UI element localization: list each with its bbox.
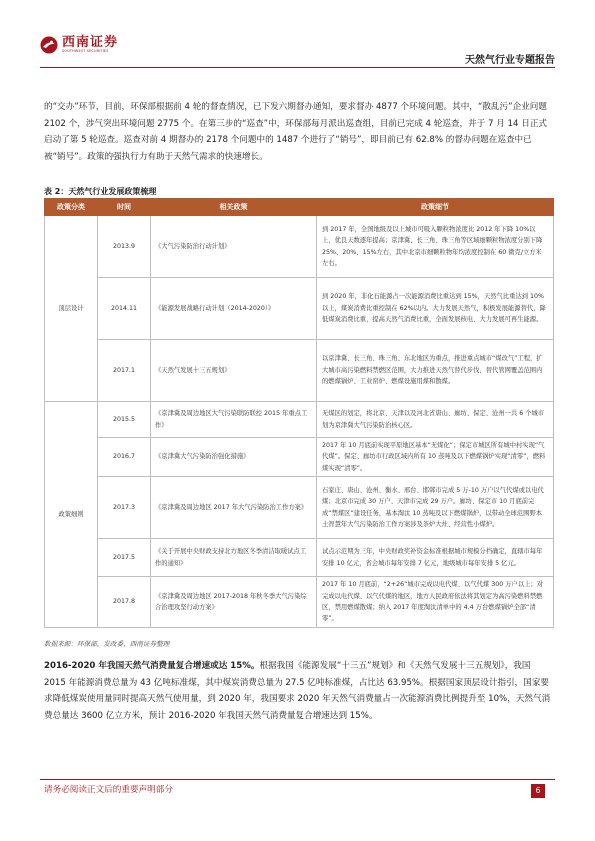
policy-cell: 《京津冀及周边地区大气污染联防联控 2015 年重点工作》 xyxy=(151,402,317,438)
time-cell: 2016.7 xyxy=(98,438,151,477)
policy-cell: 《京津冀及周边地区 2017 年大气污染防治工作方案》 xyxy=(151,477,317,539)
table-row xyxy=(45,216,554,278)
header-detail: 政策细节 xyxy=(317,199,554,216)
detail-cell: 2017 年 10 月底前实现平原地区基本“无煤化”；保定市城区所有城中村实现“气代煤”。保定、廊坊市行政区域内所有 10 蒸吨及以下燃煤锅炉实现“清零”，燃料煤实现“清零”。 xyxy=(317,438,554,477)
time-cell: 2013.9 xyxy=(98,216,151,278)
policy-cell: 《京津冀大气污染防治强化措施》 xyxy=(151,438,317,477)
detail-cell: 试点示范期为三年，中央财政奖补资金标准根据城市规模分档确定，直辖市每年安排 10 亿元，省会城市每年安排 7 亿元，地级城市每年安排 5 亿元。 xyxy=(317,539,554,577)
intro-paragraph: 的“交办”环节，目前，环保部根据前 4 轮的督查情况，已下发六期督办通知，要求督办 4877 个环境问题。其中，“散乱污”企业问题 2102 个，涉气突出环境问题 2775 个。在第三步的“巡查”中，环保部每月派出巡查组，目前已完成 4 轮巡查，并于 7 月 14 日正式启动了第 5 轮巡查。巡查对前 4 期督办的 2178 个问题中的 1487 个进行了“销号”，即目前已有 62.8% 的督办问题在巡查中已被“销号”。政策的强执行力有助于天然气需求的快速增长。 xyxy=(44,102,548,162)
time-cell: 2017.5 xyxy=(98,539,151,577)
policy-cell: 《关于开展中央财政支持北方地区冬季清洁取暖试点工作的通知》 xyxy=(151,539,317,577)
report-title: 天然气行业专题报告 xyxy=(465,55,555,66)
detail-cell: 无煤区的划定，将北京、天津以及河北省唐山、廊坊、保定、沧州一共 6 个城市划为京津冀大气污染防治核心区。 xyxy=(317,402,554,438)
policy-cell: 《京津冀及周边地区 2017-2018 年秋冬季大气污染综合治理攻坚行动方案》 xyxy=(151,577,317,628)
table-row xyxy=(45,402,554,438)
detail-cell: 石家庄、唐山、沧州、衡水、邢台、邯郸市完成 5 万-10 万户以气代煤或以电代煤；北京市完成 30 万户、天津市完成 29 万户。廊坊、保定市 10 月底前完成“禁煤区”建设任务，基本淘汰 10 蒸吨及以下燃煤锅炉，以带动全球范围野本土智慧年大气污染防治工作方案涉及茶炉大灶、经营性小煤炉。 xyxy=(317,477,554,539)
footer-divider xyxy=(40,779,555,780)
table-row xyxy=(45,539,554,577)
summary-lead: 2016-2020 年我国天然气消费量复合增速或达 15%。 xyxy=(44,661,260,671)
table-row xyxy=(45,340,554,402)
logo-cn-text: 西南证券 xyxy=(62,35,119,50)
logo-emblem-icon xyxy=(40,36,58,54)
policy-cell: 《能源发展战略行动计划（2014-2020）》 xyxy=(151,278,317,340)
table-source: 数据来源：环保部，发改委，西南证券整理 xyxy=(44,640,170,648)
page-header xyxy=(0,0,595,66)
time-cell: 2017.8 xyxy=(98,577,151,628)
category-cell: 顶层设计 xyxy=(45,216,98,402)
table-row xyxy=(45,278,554,340)
logo-wordmark xyxy=(62,36,118,54)
summary-body: 根据我国《能源发展“十三五”规划》和《天然气发展十三五规划》，我国 2015 年能源消费总量为 43 亿吨标准煤，其中煤炭消费总量为 27.5 亿吨标准煤，占比达 63.95%。根据国家顶层设计指引，国家要求降低煤炭使用量同时提高天然气使用量，到 2020 年，我国要求 2020 年天然气消费量占一次能源消费比例提升至 10%，天然气消费总量达 3600 亿立方米，预计 2016-2020 年我国天然气消费量复合增速达到 15%。 xyxy=(44,661,551,721)
header-category: 政策分类 xyxy=(45,199,98,216)
policy-cell: 《天然气发展十三五规划》 xyxy=(151,340,317,402)
time-cell: 2017.1 xyxy=(98,340,151,402)
policy-cell: 《大气污染防治行动计划》 xyxy=(151,216,317,278)
header-policy: 相关政策 xyxy=(151,199,317,216)
footer-disclaimer: 请务必阅读正文后的重要声明部分 xyxy=(44,785,173,795)
detail-cell: 到 2020 年，非化石能源占一次能源消费比重达到 15%，天然气比重达到 10%以上，煤炭消费比重控制在 62%以内。大力发展天然气，积极发展能源替代，降低煤炭消费比重，提高天然气消费比重，全面发展核电、大力发展可再生能源。 xyxy=(317,278,554,340)
table-header-row xyxy=(45,199,554,216)
header-divider xyxy=(40,67,555,68)
time-cell: 2017.3 xyxy=(98,477,151,539)
table-row xyxy=(45,438,554,477)
page-number: 6 xyxy=(531,784,545,798)
policy-table xyxy=(44,198,554,628)
table-row xyxy=(45,577,554,628)
header-time: 时间 xyxy=(98,199,151,216)
logo-en-text: SOUTHWEST SECURITIES xyxy=(62,49,109,53)
table-row xyxy=(45,477,554,539)
detail-cell: 2017 年 10 月底前，“2+26”城市完成以电代煤、以气代煤 300 万户以上；对完成以电代煤、以气代煤的地区，地方人民政府依法将其划定为高污染燃料禁燃区，禁用燃煤散煤；纳入 2017 年度淘汰清单中的 4.4 万台燃煤锅炉全部“清零”。 xyxy=(317,577,554,628)
table-title: 表 2：天然气行业发展政策梳理 xyxy=(44,187,157,196)
company-logo xyxy=(40,36,118,54)
detail-cell: 以京津冀、长三角、珠三角、东北地区为重点，推进重点城市“煤改气”工程，扩大城市高污染燃料禁燃区范围，大力推进天然气替代步伐，替代管网覆盖范围内的燃煤锅炉、工业窑炉、燃煤设施用煤和散煤。 xyxy=(317,340,554,402)
time-cell: 2014.11 xyxy=(98,278,151,340)
detail-cell: 到 2017 年，全国地级及以上城市可吸入颗粒物浓度比 2012 年下降 10%以上，优良天数逐年提高；京津冀、长三角、珠三角等区域细颗粒物浓度分别下降 25%、20%、15%左右，其中北京市细颗粒物年均浓度控制在 60 微克/立方米左右。 xyxy=(317,216,554,278)
summary-paragraph xyxy=(44,658,553,724)
time-cell: 2015.5 xyxy=(98,402,151,438)
category-cell: 政策细则 xyxy=(45,402,98,628)
